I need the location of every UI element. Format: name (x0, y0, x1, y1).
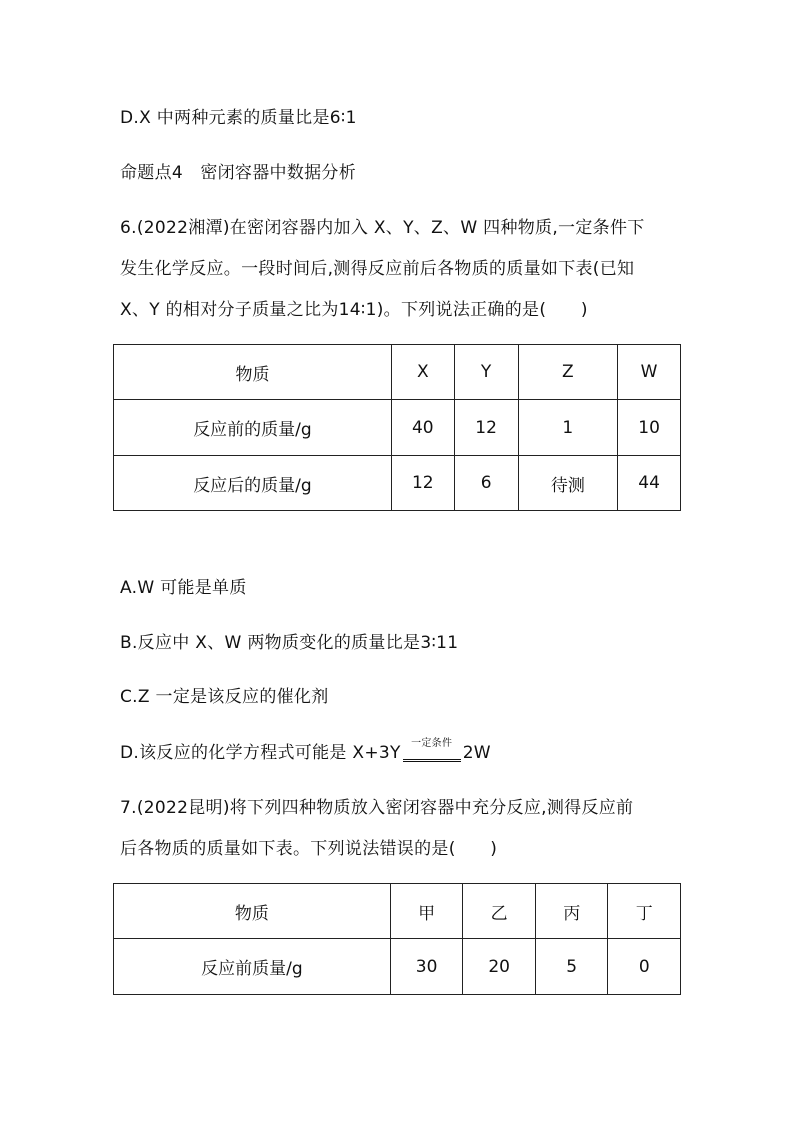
table-cell: 20 (463, 939, 536, 995)
table-cell: 丁 (608, 884, 681, 939)
table-cell: X (391, 345, 454, 400)
option-d-previous: D.X 中两种元素的质量比是6∶1 (120, 108, 357, 128)
reaction-condition-arrow (401, 738, 463, 764)
question-7-table (113, 883, 681, 995)
table-cell: 10 (618, 400, 681, 456)
table-cell: W (618, 345, 681, 400)
question-6-stem-line2: 发生化学反应。一段时间后,测得反应前后各物质的质量如下表(已知 (120, 259, 635, 279)
question-6-option-a: A.W 可能是单质 (120, 578, 247, 598)
question-7-stem-line2: 后各物质的质量如下表。下列说法错误的是( ) (120, 839, 498, 859)
table-cell: 1 (518, 400, 618, 456)
table-header-row (114, 345, 681, 400)
question-6-option-d (120, 738, 491, 764)
equals-bar-top (403, 759, 461, 760)
table-cell: 反应后的质量/g (114, 456, 392, 511)
table-cell: 0 (608, 939, 681, 995)
table-cell: 反应前质量/g (114, 939, 391, 995)
option-d-product: 2W (462, 743, 491, 763)
table-cell: 5 (535, 939, 608, 995)
section-heading: 命题点4 密闭容器中数据分析 (120, 163, 357, 183)
question-6-table (113, 344, 681, 511)
table-cell: 丙 (535, 884, 608, 939)
table-cell: 待测 (518, 456, 618, 511)
table-cell: 甲 (390, 884, 463, 939)
table-cell: Y (454, 345, 518, 400)
question-6-stem-line3: X、Y 的相对分子质量之比为14∶1)。下列说法正确的是( ) (120, 300, 588, 320)
table-cell: 12 (391, 456, 454, 511)
question-6-option-c: C.Z 一定是该反应的催化剂 (120, 687, 329, 707)
table-cell: 物质 (114, 884, 391, 939)
table-cell: 反应前的质量/g (114, 400, 392, 456)
table-cell: 30 (390, 939, 463, 995)
table-cell: 物质 (114, 345, 392, 400)
reaction-condition-label: 一定条件 (411, 738, 453, 749)
equals-bar-bottom (403, 761, 461, 762)
table-cell: 12 (454, 400, 518, 456)
question-6-option-b: B.反应中 X、W 两物质变化的质量比是3∶11 (120, 633, 459, 653)
table-row (114, 939, 681, 995)
table-cell: 40 (391, 400, 454, 456)
question-7-stem-line1: 7.(2022昆明)将下列四种物质放入密闭容器中充分反应,测得反应前 (120, 798, 634, 818)
table-cell: 乙 (463, 884, 536, 939)
question-6-stem-line1: 6.(2022湘潭)在密闭容器内加入 X、Y、Z、W 四种物质,一定条件下 (120, 218, 645, 238)
table-row (114, 456, 681, 511)
table-header-row (114, 884, 681, 939)
table-cell: Z (518, 345, 618, 400)
table-cell: 6 (454, 456, 518, 511)
option-d-text: D.该反应的化学方程式可能是 X+3Y (120, 743, 401, 763)
table-row (114, 400, 681, 456)
table-cell: 44 (618, 456, 681, 511)
